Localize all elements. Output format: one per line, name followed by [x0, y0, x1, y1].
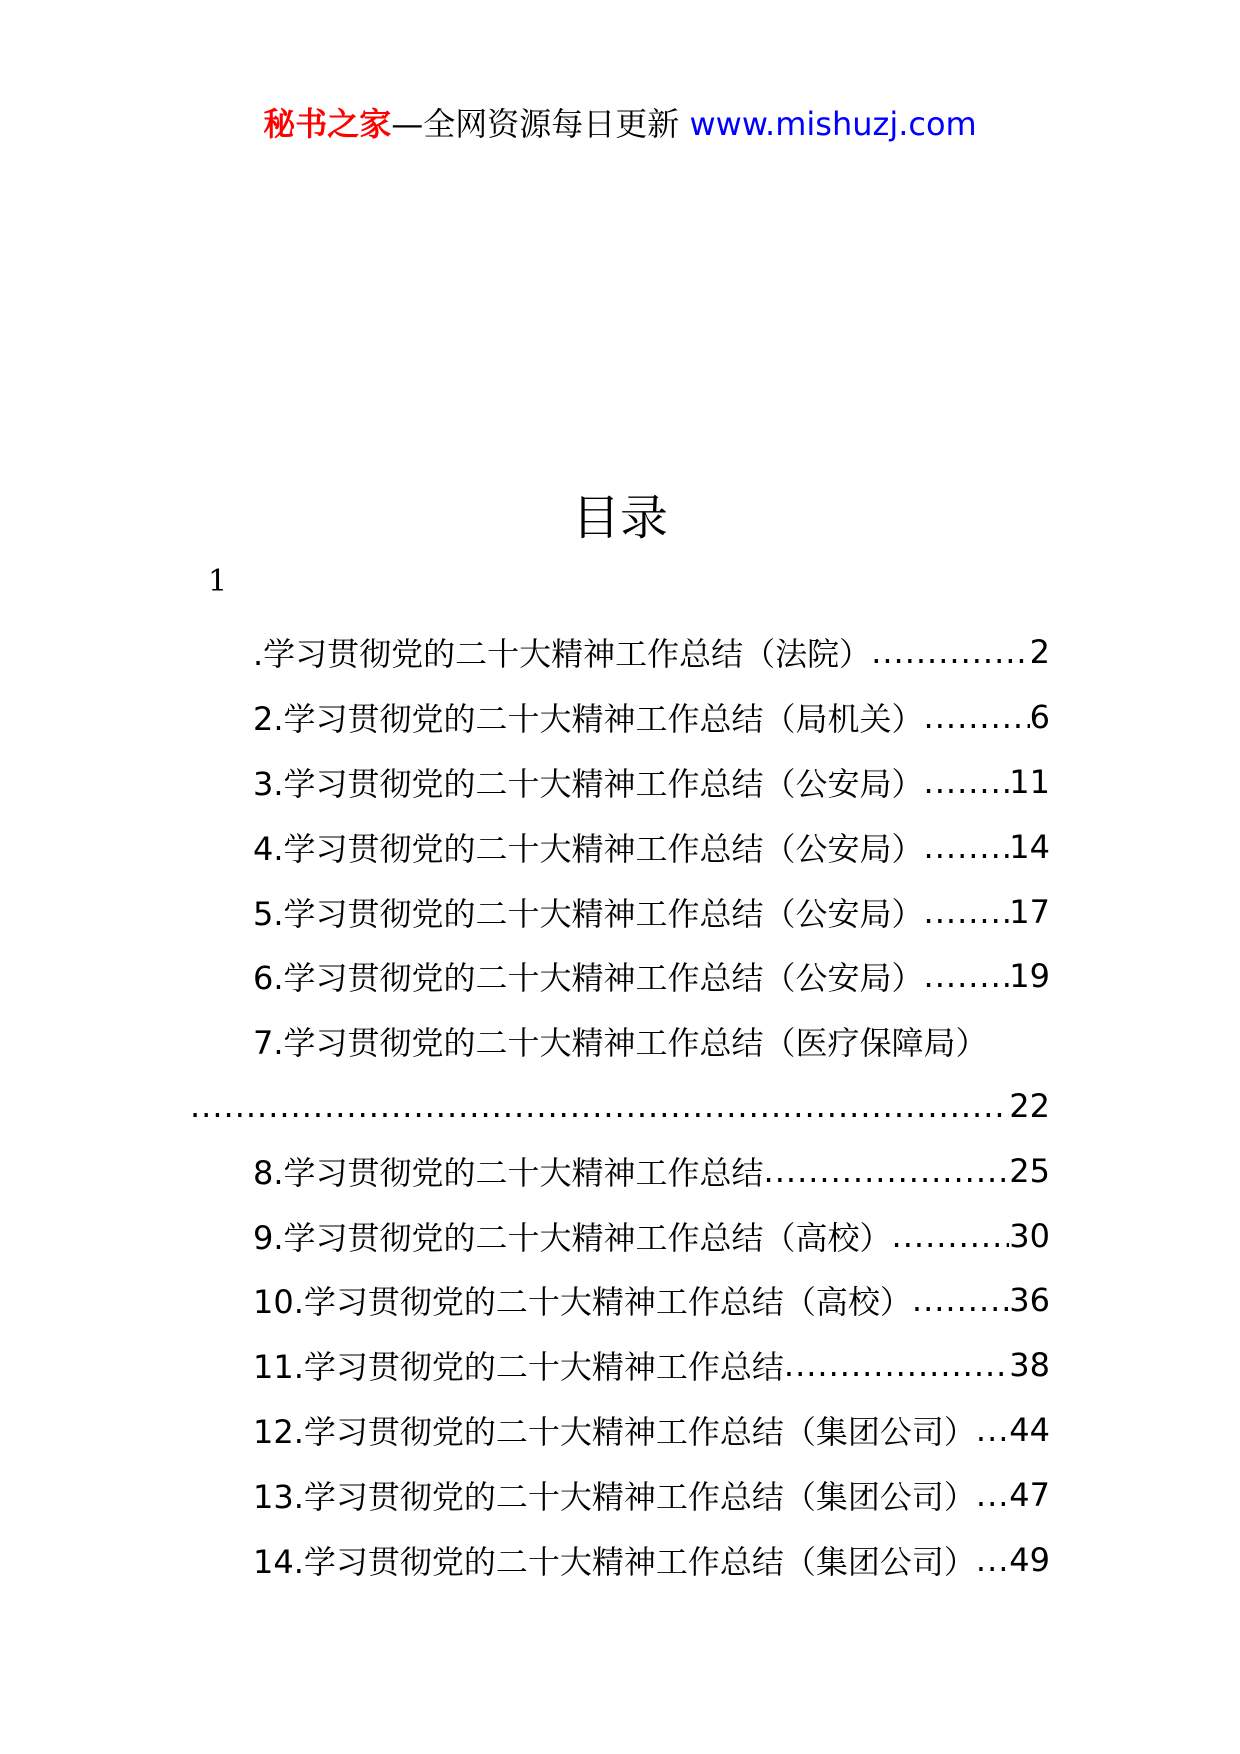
toc-page-number: 25: [1009, 1151, 1050, 1190]
header-tagline: —全网资源每日更新: [391, 105, 690, 143]
toc-entry-text: .学习贯彻党的二十大精神工作总结（法院）: [253, 635, 872, 674]
page-header: [0, 100, 1240, 148]
toc-page-number: 11: [1009, 762, 1050, 801]
toc-leader: [976, 1411, 1009, 1449]
toc-page-number: 6: [1029, 698, 1050, 737]
toc-entry[interactable]: [190, 750, 1050, 815]
toc-entry-text: 13.学习贯彻党的二十大精神工作总结（集团公司）: [253, 1477, 976, 1516]
toc-page-number: 49: [1009, 1540, 1050, 1579]
toc-leader: [924, 957, 1010, 995]
toc-leader: [190, 1087, 1009, 1125]
toc-entry-text: 2.学习贯彻党的二十大精神工作总结（局机关）: [253, 700, 924, 739]
toc-entry[interactable]: [190, 1462, 1050, 1527]
toc-entry-text: 3.学习贯彻党的二十大精神工作总结（公安局）: [253, 764, 924, 803]
toc-page-number: 2: [1029, 633, 1050, 672]
toc-leader: [784, 1346, 1009, 1384]
toc-entry-text: 10.学习贯彻党的二十大精神工作总结（高校）: [253, 1283, 912, 1322]
toc-marker: 1: [208, 564, 228, 599]
toc-entry[interactable]: [190, 944, 1050, 1009]
toc-entry-text: 4.学习贯彻党的二十大精神工作总结（公安局）: [253, 829, 924, 868]
toc-page-number: 36: [1009, 1281, 1050, 1320]
toc-entry-text: 14.学习贯彻党的二十大精神工作总结（集团公司）: [253, 1542, 976, 1581]
toc-entry[interactable]: [190, 1333, 1050, 1398]
toc-list: [190, 620, 1050, 1592]
toc-page-number: 17: [1009, 892, 1050, 931]
toc-leader: [924, 893, 1010, 931]
toc-page-number: 38: [1009, 1346, 1050, 1385]
toc-entry-continuation[interactable]: [190, 1074, 1050, 1139]
toc-entry-text: 11.学习贯彻党的二十大精神工作总结: [253, 1348, 784, 1387]
toc-entry[interactable]: [190, 1527, 1050, 1592]
toc-entry[interactable]: [190, 1398, 1050, 1463]
toc-title: 目录: [571, 490, 668, 546]
brand-name: 秘书之家: [263, 105, 392, 143]
toc-leader: [924, 698, 1030, 736]
toc-page-number: 22: [1009, 1086, 1050, 1125]
toc-entry-text: 6.学习贯彻党的二十大精神工作总结（公安局）: [253, 959, 924, 998]
toc-leader: [892, 1217, 1010, 1255]
toc-leader: [871, 633, 1029, 671]
toc-page-number: 19: [1009, 957, 1050, 996]
toc-entry[interactable]: [190, 1203, 1050, 1268]
toc-entry[interactable]: [190, 685, 1050, 750]
toc-entry[interactable]: [190, 814, 1050, 879]
toc-leader: [924, 828, 1010, 866]
toc-entry[interactable]: [190, 1268, 1050, 1333]
toc-leader: [976, 1541, 1009, 1579]
toc-leader: [976, 1476, 1009, 1514]
toc-entry[interactable]: [190, 1009, 1050, 1074]
toc-entry[interactable]: [190, 879, 1050, 944]
toc-entry-text: 12.学习贯彻党的二十大精神工作总结（集团公司）: [253, 1412, 976, 1451]
toc-entry-text: 9.学习贯彻党的二十大精神工作总结（高校）: [253, 1218, 892, 1257]
toc-entry[interactable]: [190, 620, 1050, 685]
toc-page-number: 14: [1009, 827, 1050, 866]
toc-leader: [924, 763, 1010, 801]
site-url-link[interactable]: www.mishuzj.com: [689, 105, 977, 143]
toc-page-number: 47: [1009, 1475, 1050, 1514]
toc-page-number: 44: [1009, 1410, 1050, 1449]
toc-leader: [912, 1281, 1009, 1319]
toc-leader: [764, 1152, 1010, 1190]
toc-page-number: 30: [1009, 1216, 1050, 1255]
toc-entry-text: 5.学习贯彻党的二十大精神工作总结（公安局）: [253, 894, 924, 933]
toc-entry[interactable]: [190, 1138, 1050, 1203]
toc-entry-text: 8.学习贯彻党的二十大精神工作总结: [253, 1153, 764, 1192]
toc-entry-text: 7.学习贯彻党的二十大精神工作总结（医疗保障局）: [253, 1024, 988, 1063]
